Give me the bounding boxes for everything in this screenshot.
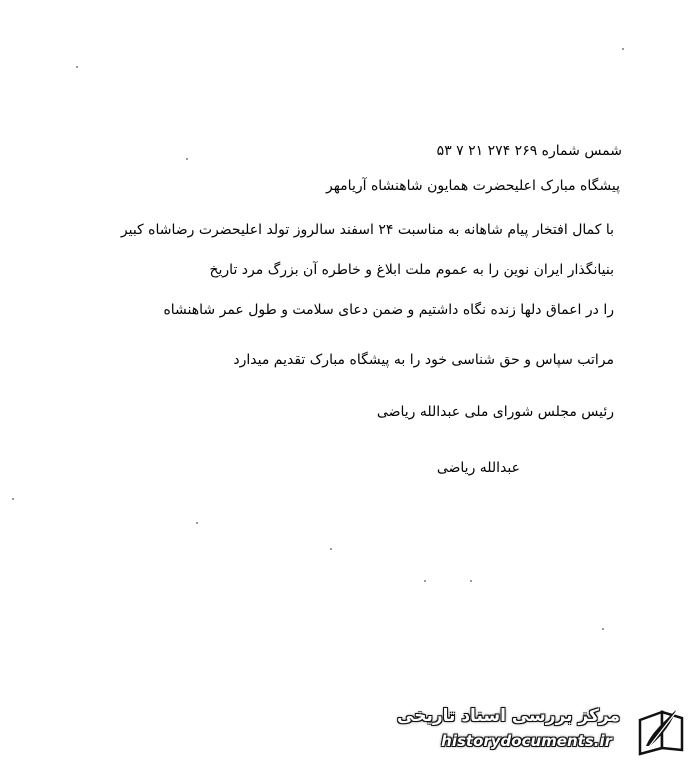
scan-speck — [196, 522, 198, 524]
signature-name-line: عبدالله ریاضی — [436, 460, 520, 476]
reference-number-line: شمس شماره ۲۶۹ ۲۷۴ ۲۱ ۷ ۵۳ — [436, 143, 622, 159]
scan-speck — [76, 66, 78, 68]
archive-watermark — [397, 700, 692, 758]
salutation-line: پیشگاه مبارک اعلیحضرت همایون شاهنشاه آریامهر — [326, 178, 620, 194]
scan-speck — [186, 158, 188, 160]
body-line-4: مراتب سپاس و حق شناسی خود را به پیشگاه مبارک تقدیم میدارد — [233, 352, 614, 368]
scan-speck — [602, 628, 604, 630]
scan-speck — [330, 548, 332, 550]
watermark-url: historydocuments.ir — [441, 732, 612, 750]
watermark-title: مرکز بررسی اسناد تاریخی — [397, 706, 620, 726]
body-line-3: را در اعماق دلها زنده نگاه داشتیم و ضمن دعای سلامت و طول عمر شاهنشاه — [163, 302, 614, 318]
scan-speck — [424, 580, 426, 582]
scan-speck — [12, 498, 14, 500]
scan-speck — [470, 580, 472, 582]
body-line-2: بنیانگذار ایران نوین را به عموم ملت ابلاغ و خاطره آن بزرگ مرد تاریخ — [209, 262, 614, 278]
signature-title-line: رئیس مجلس شورای ملی عبدالله ریاضی — [376, 404, 614, 420]
body-line-1: با کمال افتخار پیام شاهانه به مناسبت ۲۴ اسفند سالروز تولد اعلیحضرت رضاشاه کبیر — [120, 222, 614, 238]
scan-speck — [622, 48, 624, 50]
book-feather-logo-icon — [632, 702, 688, 758]
